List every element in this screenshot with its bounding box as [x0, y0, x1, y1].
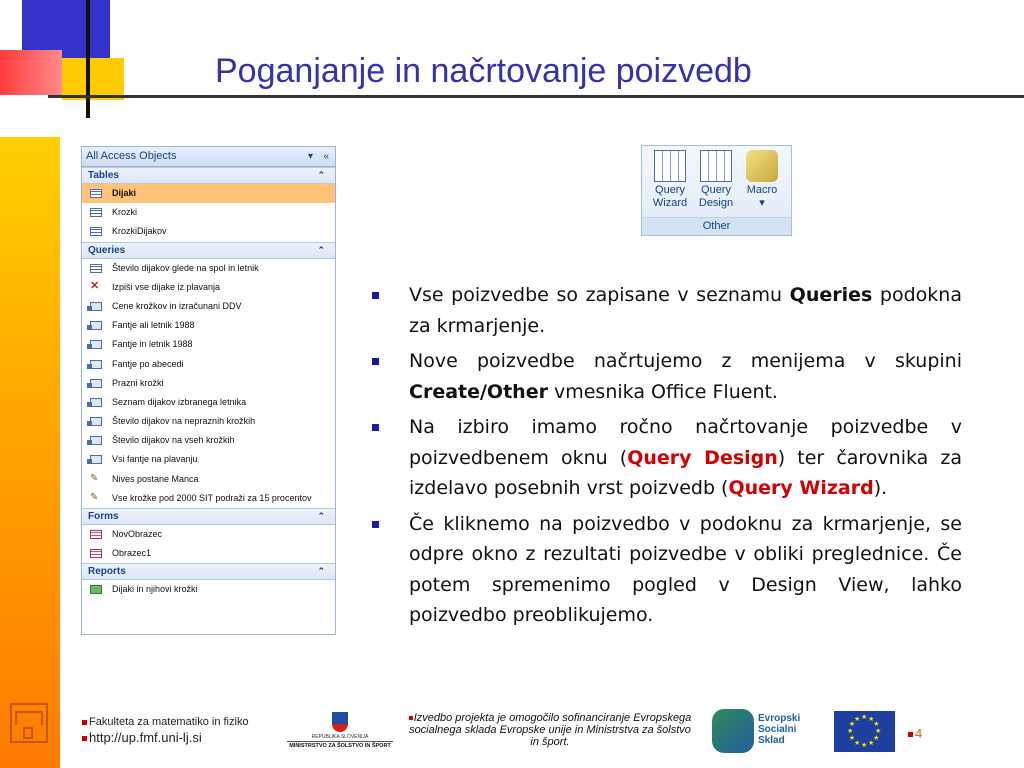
query-wizard-label-1: Query [655, 184, 685, 196]
nav-item-label: Prazni krožki [112, 377, 164, 388]
nav-item[interactable] [82, 259, 335, 278]
page-number [908, 726, 922, 741]
bullet-3-text-c: ). [873, 477, 888, 499]
macro-label-2: ▾ [759, 197, 765, 209]
query-icon [90, 302, 102, 311]
nav-group-label: Queries [88, 244, 126, 256]
ministry-line-1: REPUBLIKA SLOVENIJA [311, 734, 369, 740]
nav-item-label: Fantje ali letnik 1988 [112, 320, 195, 331]
collapse-chevron-icon[interactable]: ⌃ [317, 244, 325, 255]
nav-item-label: Izpiši vse dijake iz plavanja [112, 281, 221, 292]
update-query-icon: ✎ [90, 472, 99, 484]
side-gradient-bar [0, 137, 60, 768]
esf-emblem-icon [712, 709, 754, 753]
esf-line-3: Sklad [758, 735, 785, 746]
eu-star-icon: ★ [868, 714, 875, 723]
nav-item-label: KrozkiDijakov [112, 226, 167, 237]
eu-star-icon: ★ [873, 734, 880, 742]
nav-item[interactable] [82, 278, 335, 297]
nav-item[interactable] [82, 470, 335, 489]
macro-button[interactable] [739, 150, 785, 210]
footer-bullet-icon [409, 716, 413, 720]
eu-flag-icon [834, 711, 895, 752]
ministry-line-2: MINISTRSTVO ZA ŠOLSTVO IN ŠPORT [287, 741, 393, 749]
bullet-4-text: Če kliknemo na poizvedbo v podoknu za krmarjenje, se odpre okno z rezultati poizvedbe v obliki preglednice. Če potem spremenimo pogled v Design View, lahko poizvedbo preoblikujemo. [409, 512, 962, 626]
nav-item-label: Število dijakov na vseh krožkih [112, 435, 235, 446]
bullet-1-text-b: podokna za krmarjenje. [409, 284, 962, 337]
nav-item-label: Krozki [112, 207, 138, 218]
nav-item-label: Dijaki [112, 188, 137, 198]
nav-item-label: Število dijakov na nepraznih krožkih [112, 416, 256, 427]
nav-item[interactable] [82, 316, 335, 335]
update-query-icon: ✎ [90, 491, 99, 503]
nav-item[interactable] [82, 335, 335, 354]
nav-item[interactable] [82, 450, 335, 469]
eu-star-icon: ★ [861, 741, 868, 749]
nav-item-label: Nives postane Manca [112, 473, 199, 484]
bullet-item-1 [372, 280, 962, 341]
bullet-item-2 [372, 346, 962, 407]
query-icon [90, 455, 102, 464]
slovenia-coat-of-arms-icon [332, 712, 348, 732]
ribbon-group-label: Other [642, 217, 791, 235]
eu-star-icon: ★ [847, 727, 854, 735]
nav-item[interactable] [82, 374, 335, 393]
nav-item[interactable] [82, 412, 335, 431]
bullet-list [372, 280, 962, 636]
eu-star-icon: ★ [848, 720, 856, 728]
query-icon [90, 436, 102, 445]
bullet-marker-icon [372, 292, 379, 299]
bullet-marker-icon [372, 358, 379, 365]
table-icon [90, 189, 102, 198]
collapse-chevron-icon[interactable]: ⌃ [317, 170, 325, 180]
nav-item-label: Cene krožkov in izračunani DDV [112, 300, 242, 311]
bullet-marker-icon [372, 521, 379, 528]
bullet-3-text-a: Na izbiro imamo ročno načrtovanje poizvedbe v poizvedbenem oknu ( [409, 416, 962, 469]
nav-item-label: NovObrazec [112, 529, 163, 539]
nav-item[interactable] [82, 393, 335, 412]
navigation-pane [81, 146, 336, 635]
collapse-pane-icon[interactable]: « [323, 151, 329, 162]
nav-item-label: Število dijakov glede na spol in letnik [112, 262, 259, 273]
query-design-label-1: Query [701, 184, 731, 196]
macro-label-1: Macro [746, 184, 778, 196]
eu-star-icon: ★ [854, 714, 861, 723]
bullet-2-text-b: vmesnika Office Fluent. [547, 380, 778, 403]
query-icon [90, 398, 102, 407]
nav-item[interactable] [82, 580, 335, 599]
query-wizard-icon [654, 150, 686, 182]
nav-item-label: Fantje in letnik 1988 [112, 339, 193, 350]
nav-item[interactable] [82, 203, 335, 222]
nav-group-queries[interactable] [82, 242, 335, 259]
title-underline [48, 95, 1024, 98]
table-icon [90, 208, 102, 217]
eu-star-icon: ★ [875, 727, 882, 735]
nav-group-label: Tables [88, 170, 119, 181]
slide-title: Poganjanje in načrtovanje poizvedb [215, 52, 752, 90]
bullet-3-text-b: ) ter čarovnika za izdelavo posebnih vrst poizvedb ( [409, 446, 962, 499]
query-icon [90, 340, 102, 349]
nav-pane-header-label: All Access Objects [86, 150, 177, 162]
nav-item-label: Vse krožke pod 2000 SIT podraži za 15 procentov [112, 492, 312, 503]
page-number-value: 4 [915, 726, 923, 741]
query-icon [90, 379, 102, 388]
bullet-1-bold: Queries [789, 284, 873, 306]
query-design-label-2: Design [698, 197, 734, 209]
collapse-chevron-icon[interactable]: ⌃ [317, 511, 325, 521]
nav-item[interactable] [82, 544, 335, 563]
nav-pane-header[interactable] [82, 147, 335, 167]
project-note [405, 712, 695, 748]
bullet-3-query-design: Query Design [627, 446, 778, 469]
eu-star-icon: ★ [861, 713, 868, 721]
nav-item[interactable] [82, 355, 335, 374]
bullet-3-query-wizard: Query Wizard [728, 477, 874, 499]
nav-group-forms[interactable] [82, 508, 335, 525]
nav-item[interactable] [82, 297, 335, 316]
query-design-icon [700, 150, 732, 182]
nav-group-label: Reports [88, 566, 126, 578]
collapse-chevron-icon[interactable]: ⌃ [317, 566, 325, 577]
nav-group-tables[interactable] [82, 167, 335, 184]
logo-yellow-square [62, 58, 124, 100]
form-icon [90, 549, 102, 558]
nav-item[interactable] [82, 184, 335, 203]
bullet-item-4 [372, 509, 962, 631]
footer-bullet-icon [908, 732, 913, 737]
footer-left [82, 716, 249, 745]
table-icon [90, 227, 102, 236]
query-design-button[interactable] [693, 150, 739, 210]
nav-item-label: Fantje po abecedi [112, 358, 184, 369]
nav-item-label: Dijaki in njihovi krožki [112, 584, 198, 595]
nav-item-label: Seznam dijakov izbranega letnika [112, 396, 247, 407]
faculty-url-link[interactable]: http://up.fmf.uni-lj.si [89, 730, 202, 745]
nav-item[interactable] [82, 222, 335, 241]
nav-item-label: Vsi fantje na plavanju [112, 454, 198, 465]
dropdown-arrow-icon[interactable]: ▾ [307, 151, 313, 162]
bullet-item-3 [372, 412, 962, 504]
eu-star-icon: ★ [873, 720, 880, 728]
nav-item-label: Obrazec1 [112, 548, 152, 559]
nav-group-label: Forms [88, 511, 119, 522]
bullet-2-bold: Create/Other [409, 380, 548, 403]
nav-item[interactable] [82, 525, 335, 544]
bullet-1-text-a: Vse poizvedbe so zapisane v seznamu [409, 284, 790, 306]
project-note-text: Izvedbo projekta je omogočilo sofinanciranje Evropskega socialnega sklada Evropske unije in Ministrstva za šolstvo in šport. [409, 712, 692, 748]
bullet-marker-icon [372, 424, 379, 431]
esf-logo [712, 709, 812, 753]
esf-line-1: Evropski [758, 713, 801, 724]
form-icon [90, 530, 102, 539]
eu-star-icon: ★ [868, 739, 875, 748]
delete-query-icon: ✕ [90, 279, 100, 292]
ministry-logo [287, 712, 393, 754]
esf-line-2: Socialni [758, 724, 797, 735]
eu-star-icon: ★ [848, 734, 856, 742]
footer-bullet-icon [82, 720, 87, 725]
ribbon-group-other [641, 145, 792, 236]
macro-icon [746, 150, 778, 182]
bullet-2-text-a: Nove poizvedbe načrtujemo z menijema v skupini [409, 350, 962, 372]
faculty-name: Fakulteta za matematiko in fiziko [89, 716, 249, 728]
home-icon[interactable] [10, 703, 48, 743]
nav-groups [82, 167, 335, 600]
query-icon [90, 360, 102, 369]
query-icon [90, 417, 102, 426]
crosstab-query-icon [90, 264, 102, 273]
query-wizard-button[interactable] [647, 150, 693, 210]
query-wizard-label-2: Wizard [652, 197, 688, 209]
query-icon [90, 321, 102, 330]
nav-item[interactable] [82, 431, 335, 450]
nav-group-reports[interactable] [82, 563, 335, 580]
eu-star-icon: ★ [854, 739, 861, 748]
logo-vertical-line [86, 0, 90, 118]
nav-item[interactable] [82, 489, 335, 508]
report-icon [90, 585, 102, 594]
logo-red-square [0, 50, 62, 95]
footer-bullet-icon [82, 736, 87, 741]
